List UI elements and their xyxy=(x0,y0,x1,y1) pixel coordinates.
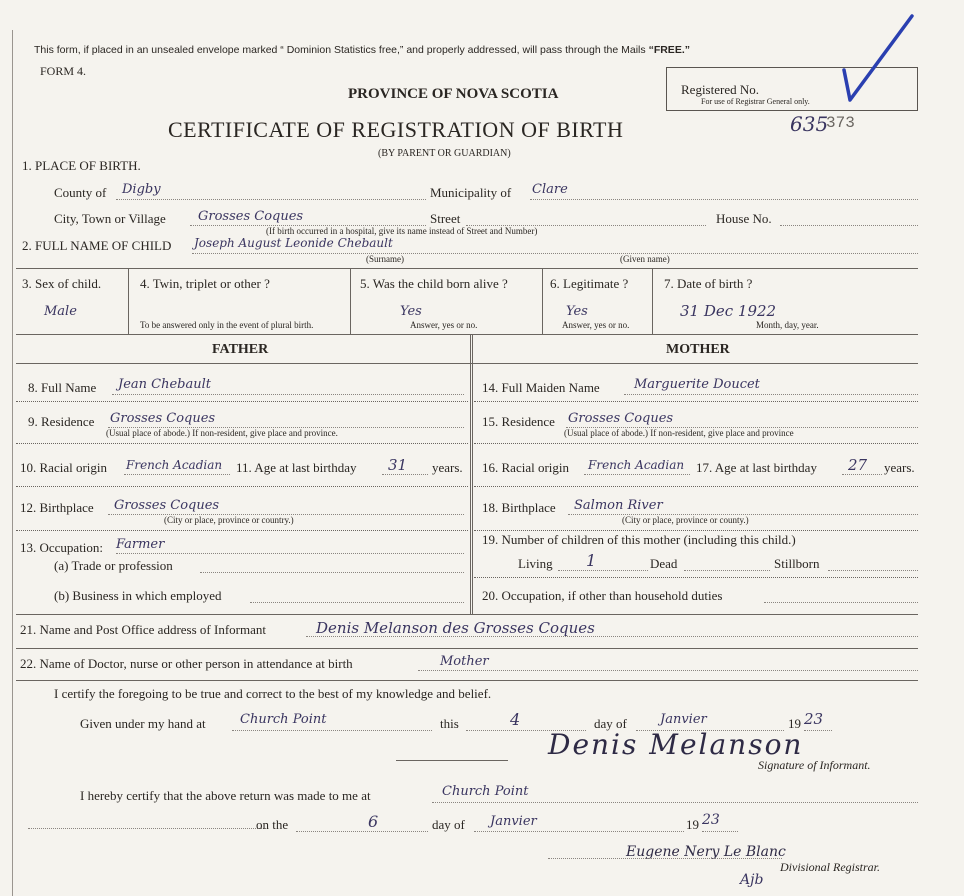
stillborn-line xyxy=(828,570,918,571)
father-res-note: (Usual place of abode.) If non-resident, give place and province. xyxy=(106,428,338,438)
col-divider xyxy=(350,268,351,334)
col-divider xyxy=(128,268,129,334)
father-name-label: 8. Full Name xyxy=(28,380,97,395)
mother-occ-line xyxy=(764,602,918,603)
registrar-signature: Eugene Nery Le Blanc xyxy=(626,844,786,860)
registered-number: 635 xyxy=(790,112,829,136)
year-value: 23 xyxy=(804,710,824,728)
registrar-day-of-label: day of xyxy=(432,817,465,832)
day-of-label: day of xyxy=(594,716,627,731)
col-divider xyxy=(542,268,543,334)
informant-value: Denis Melanson des Grosses Coques xyxy=(316,619,595,637)
father-name-line xyxy=(112,394,464,395)
trade-line xyxy=(200,572,464,573)
child-name-line xyxy=(192,253,918,254)
county-value: Digby xyxy=(122,182,161,197)
certificate-subtitle: (BY PARENT OR GUARDIAN) xyxy=(378,148,511,159)
doctor-label: 22. Name of Doctor, nurse or other person in attendance at birth xyxy=(20,656,353,671)
twin-label: 4. Twin, triplet or other ? xyxy=(140,276,270,291)
stillborn-label: Stillborn xyxy=(774,556,820,571)
mother-race-value: French Acadian xyxy=(588,458,685,472)
business-line xyxy=(250,602,464,603)
col-divider xyxy=(652,268,653,334)
living-value: 1 xyxy=(586,551,597,570)
father-race-line xyxy=(124,474,230,475)
row-rule xyxy=(474,530,918,531)
registrar-month-line xyxy=(474,831,684,832)
registrar-statement: I hereby certify that the above return was made to me at xyxy=(80,788,371,803)
business-label: (b) Business in which employed xyxy=(54,588,222,603)
father-age-value: 31 xyxy=(388,456,408,474)
registrar-month-value: Janvier xyxy=(490,814,537,829)
row-rule xyxy=(16,648,918,649)
row-rule xyxy=(474,401,918,402)
city-label: City, Town or Village xyxy=(54,211,166,226)
living-label: Living xyxy=(518,556,553,571)
registered-note: For use of Registrar General only. xyxy=(701,97,810,106)
father-occ-value: Farmer xyxy=(116,537,165,552)
alive-note: Answer, yes or no. xyxy=(410,320,478,330)
county-line xyxy=(116,199,426,200)
informant-label: 21. Name and Post Office address of Informant xyxy=(20,622,266,637)
mother-age-label: 17. Age at last birthday xyxy=(696,460,817,475)
month-value: Janvier xyxy=(660,712,707,727)
mother-occ-label: 20. Occupation, if other than household duties xyxy=(482,588,723,603)
legit-note: Answer, yes or no. xyxy=(562,320,630,330)
doctor-line xyxy=(418,670,918,671)
registrar-year-value: 23 xyxy=(702,812,720,828)
alive-label: 5. Was the child born alive ? xyxy=(360,276,508,291)
legit-label: 6. Legitimate ? xyxy=(550,276,629,291)
mother-name-value: Marguerite Doucet xyxy=(634,377,760,392)
parents-divider xyxy=(470,334,473,614)
dob-note: Month, day, year. xyxy=(756,320,819,330)
given-name-label: (Given name) xyxy=(620,254,670,264)
mother-heading: MOTHER xyxy=(666,342,730,357)
this-label: this xyxy=(440,716,459,731)
mail-free-label: “FREE.” xyxy=(648,44,690,56)
registrar-label: Divisional Registrar. xyxy=(780,860,881,874)
father-res-label: 9. Residence xyxy=(28,414,95,429)
row-rule xyxy=(16,443,468,444)
mother-name-label: 14. Full Maiden Name xyxy=(482,380,600,395)
row-rule xyxy=(16,401,468,402)
dob-label: 7. Date of birth ? xyxy=(664,276,753,291)
informant-signature: Denis Melanson xyxy=(548,728,804,761)
on-the-label: on the xyxy=(256,817,289,832)
child-name-value: Joseph August Leonide Chebault xyxy=(194,236,393,250)
registrar-place-line xyxy=(432,802,918,803)
father-occ-label: 13. Occupation: xyxy=(20,540,104,555)
given-place-line xyxy=(232,730,432,731)
mother-age-value: 27 xyxy=(848,456,868,474)
row-rule xyxy=(16,680,918,681)
parents-bottom-rule xyxy=(16,614,918,615)
registrar-day-line xyxy=(296,831,428,832)
father-years-label: years. xyxy=(432,460,463,475)
father-name-value: Jean Chebault xyxy=(118,377,211,392)
doctor-value: Mother xyxy=(440,654,489,669)
registrar-place-value: Church Point xyxy=(442,784,529,799)
child-name-label: 2. FULL NAME OF CHILD xyxy=(22,238,172,253)
father-race-value: French Acadian xyxy=(126,458,223,472)
father-age-label: 11. Age at last birthday xyxy=(236,460,357,475)
signature-rule xyxy=(396,760,508,761)
legit-value: Yes xyxy=(566,304,588,319)
house-label: House No. xyxy=(716,211,772,226)
registrar-day-value: 6 xyxy=(368,812,379,831)
city-value: Grosses Coques xyxy=(198,209,304,224)
row-rule xyxy=(474,486,918,487)
checkmark-icon xyxy=(840,12,916,104)
province-heading: PROVINCE OF NOVA SCOTIA xyxy=(348,86,559,102)
registrar-signature-line xyxy=(548,858,782,859)
mother-name-line xyxy=(624,394,918,395)
living-line xyxy=(558,570,648,571)
house-line xyxy=(780,225,918,226)
given-label: Given under my hand at xyxy=(80,716,206,731)
dead-line xyxy=(684,570,770,571)
year-line xyxy=(804,730,832,731)
father-heading: FATHER xyxy=(212,342,269,357)
certificate-title: CERTIFICATE OF REGISTRATION OF BIRTH xyxy=(168,117,624,142)
mother-res-note: (Usual place of abode.) If non-resident, give place and province xyxy=(564,428,794,438)
mother-age-line xyxy=(842,474,882,475)
row-rule xyxy=(474,443,918,444)
trade-label: (a) Trade or profession xyxy=(54,558,173,573)
dead-label: Dead xyxy=(650,556,678,571)
mother-years-label: years. xyxy=(884,460,915,475)
children-label: 19. Number of children of this mother (including this child.) xyxy=(482,532,796,547)
place-heading: 1. PLACE OF BIRTH. xyxy=(22,158,141,173)
registrar-blank-line xyxy=(28,828,268,829)
father-occ-line xyxy=(116,553,464,554)
registrar-year-line xyxy=(702,831,738,832)
municipality-value: Clare xyxy=(532,182,568,197)
stamp-number: 373 xyxy=(826,114,855,132)
mail-note: This form, if placed in an unsealed envelope marked “ Dominion Statistics free,” and properly addressed, will pass through the Mails “FREE.” xyxy=(34,44,690,56)
mother-res-label: 15. Residence xyxy=(482,414,555,429)
mother-bp-note: (City or place, province or county.) xyxy=(622,515,749,525)
page-margin-line xyxy=(12,30,13,896)
sex-label: 3. Sex of child. xyxy=(22,276,102,291)
row-rule xyxy=(474,577,918,578)
table-row-rule xyxy=(16,334,918,335)
table-top-rule xyxy=(16,268,918,269)
form-number: FORM 4. xyxy=(40,64,87,78)
registrar-year-prefix: 19 xyxy=(686,817,699,832)
father-race-label: 10. Racial origin xyxy=(20,460,108,475)
municipality-line xyxy=(530,199,918,200)
mother-race-line xyxy=(584,474,690,475)
mother-bp-label: 18. Birthplace xyxy=(482,500,556,515)
mother-bp-value: Salmon River xyxy=(574,498,663,513)
year-prefix: 19 xyxy=(788,716,801,731)
registrar-initials: Ajb xyxy=(740,872,764,888)
dob-value: 31 Dec 1922 xyxy=(680,302,777,320)
row-rule xyxy=(16,530,468,531)
surname-label: (Surname) xyxy=(366,254,404,264)
father-res-value: Grosses Coques xyxy=(110,411,216,426)
father-age-line xyxy=(382,474,428,475)
father-bp-label: 12. Birthplace xyxy=(20,500,94,515)
mother-race-label: 16. Racial origin xyxy=(482,460,570,475)
twin-note: To be answered only in the event of plural birth. xyxy=(140,320,314,330)
father-bp-value: Grosses Coques xyxy=(114,498,220,513)
certify-statement: I certify the foregoing to be true and correct to the best of my knowledge and belief. xyxy=(54,686,492,701)
sex-value: Male xyxy=(44,304,77,319)
hospital-note: (If birth occurred in a hospital, give its name instead of Street and Number) xyxy=(266,226,538,236)
mother-res-value: Grosses Coques xyxy=(568,411,674,426)
father-bp-note: (City or place, province or country.) xyxy=(164,515,294,525)
parents-heading-rule xyxy=(16,363,918,364)
this-day-value: 4 xyxy=(510,710,521,729)
alive-value: Yes xyxy=(400,304,422,319)
municipality-label: Municipality of xyxy=(430,185,512,200)
registered-label: Registered No. xyxy=(681,82,759,97)
county-label: County of xyxy=(54,185,107,200)
row-rule xyxy=(16,486,468,487)
street-label: Street xyxy=(430,211,461,226)
signature-label: Signature of Informant. xyxy=(758,758,871,772)
given-place-value: Church Point xyxy=(240,712,327,727)
